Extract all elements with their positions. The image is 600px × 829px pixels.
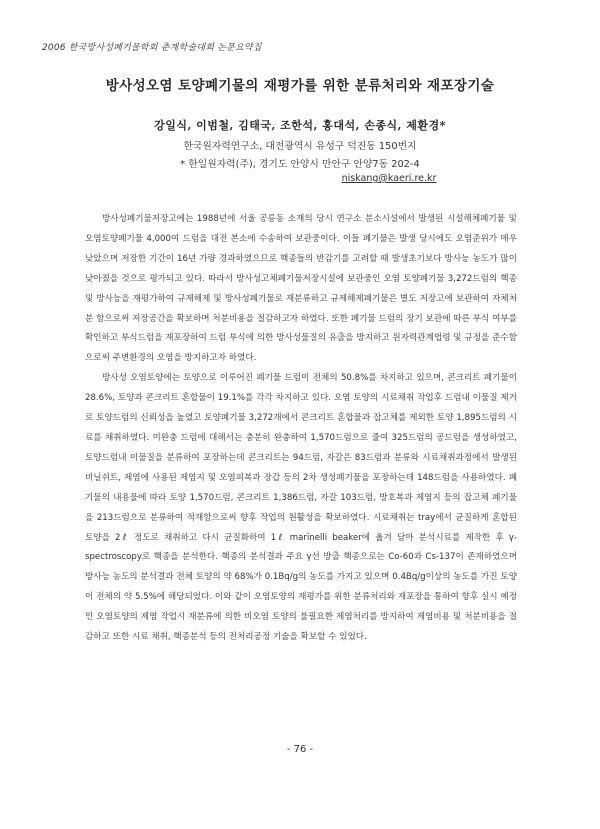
paper-title: 방사성오염 토양폐기물의 재평가를 위한 분류처리와 재포장기술 — [105, 78, 495, 94]
abstract-body — [85, 210, 517, 648]
affiliation-secondary: * 한일원자력(주), 경기도 안양시 만안구 안양7동 202-4 — [180, 159, 420, 170]
author-list: 강일식, 이범철, 김태국, 조한석, 홍대석, 손종식, 제환경* — [154, 119, 446, 132]
page-number: - 76 - — [286, 744, 314, 755]
contact-email-line — [0, 173, 600, 184]
affiliation-primary: 한국원자력연구소, 대전광역시 유성구 덕진동 150번지 — [183, 141, 417, 152]
running-header: 2006 한국방사성폐기물학회 춘계학술대회 논문요약집 — [42, 43, 262, 53]
abstract-paragraph-2: 방사성 오염토양에는 토양으로 이루어진 폐기물 드럼이 전체의 50.8%를 차지하고 있으며, 콘크리트 폐기물이 28.6%, 토양과 콘크리트 혼합물이 19.1%를 각각 차지하고 있다. 오염 토양의 시료채취 작업후 드럼내 이물질 제거로 토양드럼의 신뢰성을 높였고 토양폐기물 3,272개에서 콘크리트 혼합물과 잡고체를 제외한 토양 1,895드럼의 시료를 채취하였다. 미완충 드럼에 대해서는 충분히 완충하여 1,570드럼으로 줄여 325드럼의 공드럼을 생성하였고, 토양드럼내 이물질을 분류하여 포장하는데 콘크리트는 94드럼, 자갈은 83드럼과 분류와 시료채취과정에서 발생된 비닐쉬트, 제염에 사용된 제염지 및 오염피복과 장갑 등의 2차 생성폐기물을 포장하는데 148드럼을 사용하였다. 폐기물의 내용물에 따라 토양 1,570드럼, 콘크리트 1,386드럼, 자갈 103드럼, 방호복과 제염지 등의 잡고체 폐기물을 213드럼으로 분류하여 적재함으로써 향후 작업의 원활성을 확보하였다. 시료채취는 tray에서 균질하게 혼합된 토양을 2ℓ 정도로 채취하고 다시 균질화하여 1ℓ marinelli beaker에 옮겨 담아 분석시료를 제작한 후 γ-spectroscopy로 핵종을 분석한다. 핵종의 분석결과 주요 γ선 방출 핵종으로는 Co-60과 Cs-137이 존재하였으며 방사능 농도의 분석결과 전체 토양의 약 68%가 0.1Bq/g의 농도를 가지고 있으며 0.4Bq/g이상의 농도를 가진 토양이 전체의 약 5.5%에 해당되었다. 이와 같이 오염토양의 재평가를 위한 분류처리와 재포장을 통하여 향후 실시 예정인 오염토양의 제염 작업시 재분류에 의한 비오염 토양의 불필요한 제염처리를 방지하여 제염비용 및 처분비용을 절감하고 또한 시료 채취, 핵종분석 등의 전처리공정 기술을 확보할 수 있었다. — [85, 373, 517, 643]
abstract-paragraph-1: 방사성폐기물저장고에는 1988년에 서울 공릉동 소재의 당시 연구소 분소시설에서 발생된 시설해체폐기물 및 오염토양폐기물 4,000여 드럼을 대전 본소에 수송하여 보관중이다. 이들 폐기물은 발생 당시에도 오염준위가 매우 낮았으며 저장한 기간이 16년 가량 경과하였으므로 핵종들의 반감기를 고려할 때 발생초기보다 방사능 농도가 많이 낮아졌을 것으로 평가되고 있다. 따라서 방사성고체폐기물저장시설에 보관중인 오염 토양폐기물 3,272드럼의 핵종 및 방사능을 재평가하여 규제해제 및 방사성폐기물로 재분류하고 규제해제폐기물은 별도 저장고에 보관하여 자체처분 함으로써 저장공간을 확보하며 처분비용을 절감하고자 하였다. 또한 폐기물 드럼의 장기 보관에 따른 부식 여부를 확인하고 부식드럼을 재포장하여 드럼 부식에 의한 방사성물질의 유출을 방지하고 원자력관계법령 및 규정을 준수함으로써 주변환경의 오염을 방지하고자 하였다. — [85, 214, 517, 364]
contact-email[interactable]: niskang@kaeri.re.kr — [341, 173, 437, 184]
